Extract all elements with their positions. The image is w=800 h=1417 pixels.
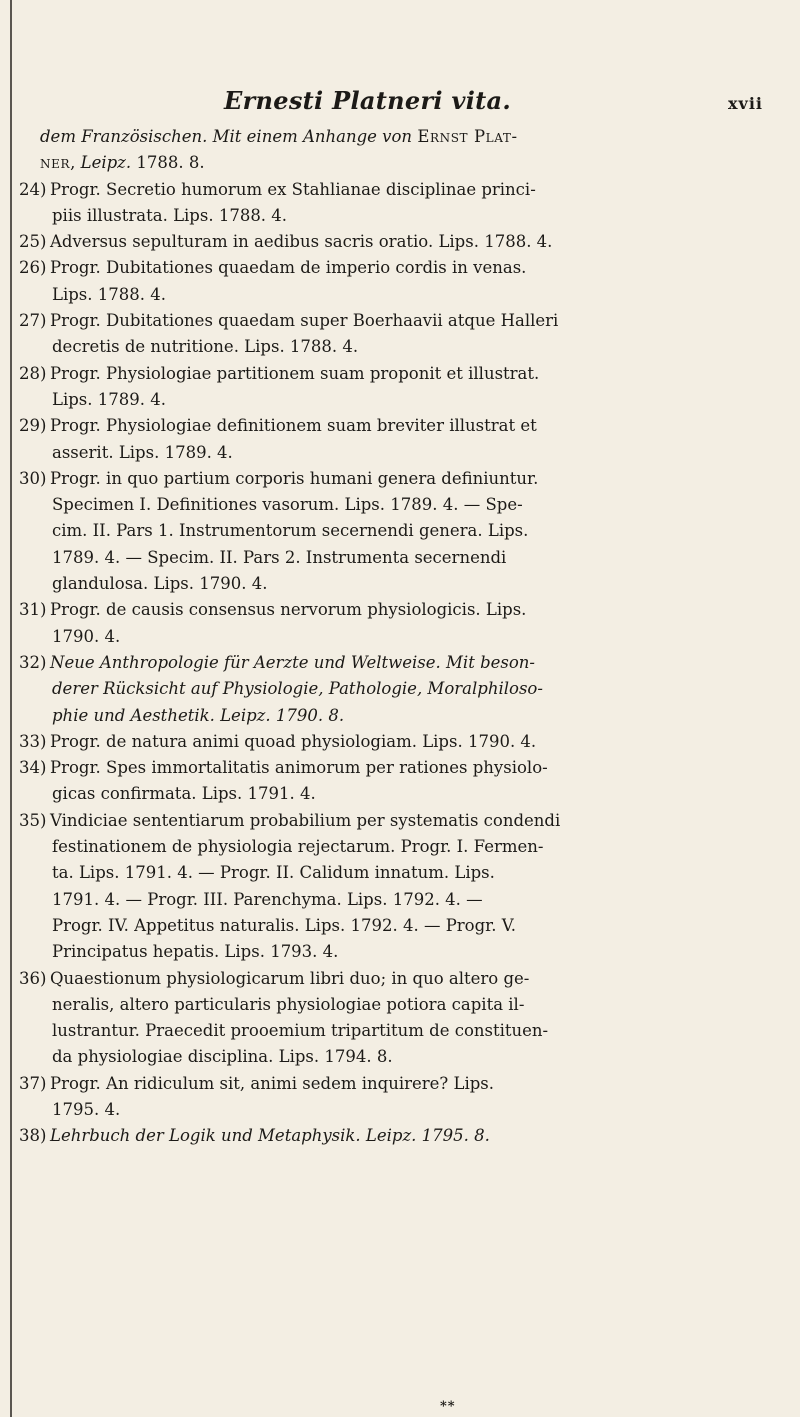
entry-number: 38) (19, 1126, 47, 1146)
entry-line: glandulosa. Lips. 1790. 4. (52, 574, 268, 594)
entry-line: da physiologiae disciplina. Lips. 1794. 8. (52, 1047, 393, 1067)
numbered-entries (0, 177, 800, 1150)
entry-line: Progr. de natura animi quoad physiologiam. Lips. 1790. 4. (50, 731, 537, 751)
entry-line: 1790. 4. (52, 626, 121, 646)
entry-line: Progr. in quo partium corporis humani genera definiuntur. (50, 468, 539, 488)
bibliography-entry (0, 966, 800, 1071)
entry-line: Vindiciae sententiarum probabilium per systematis condendi (50, 810, 561, 830)
entry-number: 32) (19, 652, 47, 672)
entry-line: Quaestionum physiologicarum libri duo; in quo altero ge- (50, 968, 530, 988)
entry-line: Lehrbuch der Logik und Metaphysik. Leipz. 1795. 8. (50, 1126, 490, 1146)
entry-line: 1789. 4. — Specim. II. Pars 2. Instrumenta secernendi (52, 547, 507, 567)
entry-number: 33) (19, 731, 47, 751)
entry-line: asserit. Lips. 1789. 4. (52, 442, 233, 462)
entry-line: 1795. 4. (52, 1099, 121, 1119)
signature-mark: ** (440, 1399, 456, 1414)
entry-number: 31) (19, 600, 47, 620)
page-number: xvii (728, 94, 763, 113)
entry-number: 28) (19, 363, 47, 383)
continued-entry-line: ner, Leipz. 1788. 8. (40, 153, 205, 173)
entry-number: 36) (19, 968, 47, 988)
entry-number: 34) (19, 758, 47, 778)
entry-line: ta. Lips. 1791. 4. — Progr. II. Calidum innatum. Lips. (52, 863, 495, 883)
bibliography-entry (0, 255, 800, 308)
bibliography-entry (0, 755, 800, 808)
entry-line: decretis de nutritione. Lips. 1788. 4. (52, 337, 359, 357)
continued-entry (0, 124, 800, 177)
running-title: Ernesti Platneri vita. (224, 86, 512, 115)
entry-number: 27) (19, 311, 47, 331)
bibliography-entry (0, 597, 800, 650)
bibliography-entry (0, 1071, 800, 1124)
continued-entry-line: dem Französischen. Mit einem Anhange von Ernst Plat- (40, 127, 518, 146)
entry-line: Lips. 1789. 4. (52, 389, 166, 409)
entry-line: Progr. Physiologiae definitionem suam breviter illustrat et (50, 416, 537, 436)
entry-line: Progr. Dubitationes quaedam super Boerhaavii atque Halleri (50, 311, 559, 331)
entry-line: Progr. Spes immortalitatis animorum per rationes physiolo- (50, 758, 548, 778)
bibliography-entry (0, 1123, 800, 1149)
entry-line: piis illustrata. Lips. 1788. 4. (52, 205, 288, 225)
entry-line: Specimen I. Definitiones vasorum. Lips. 1789. 4. — Spe- (52, 495, 523, 515)
bibliography-list (0, 124, 800, 1150)
entry-number: 25) (19, 232, 47, 252)
entry-line: gicas confirmata. Lips. 1791. 4. (52, 784, 316, 804)
entry-line: Principatus hepatis. Lips. 1793. 4. (52, 942, 339, 962)
entry-line: Progr. Secretio humorum ex Stahlianae disciplinae princi- (50, 179, 536, 199)
entry-number: 30) (19, 468, 47, 488)
bibliography-entry (0, 650, 800, 729)
bibliography-entry (0, 466, 800, 597)
entry-line: Progr. An ridiculum sit, animi sedem inquirere? Lips. (50, 1073, 495, 1093)
entry-line: Lips. 1788. 4. (52, 284, 166, 304)
bibliography-entry (0, 308, 800, 361)
entry-line: Adversus sepulturam in aedibus sacris oratio. Lips. 1788. 4. (50, 232, 553, 252)
entry-line: Progr. de causis consensus nervorum physiologicis. Lips. (50, 600, 527, 620)
bibliography-entry (0, 413, 800, 466)
entry-line: lustrantur. Praecedit prooemium tripartitum de constituen- (52, 1021, 549, 1041)
entry-line: Progr. Physiologiae partitionem suam proponit et illustrat. (50, 363, 540, 383)
entry-line: festinationem de physiologia rejectarum. Progr. I. Fermen- (52, 837, 544, 857)
entry-line: cim. II. Pars 1. Instrumentorum secernendi genera. Lips. (52, 521, 529, 541)
entry-line: Neue Anthropologie für Aerzte und Weltweise. Mit beson- (50, 652, 535, 672)
entry-line: neralis, altero particularis physiologiae potiora capita il- (52, 994, 525, 1014)
entry-number: 35) (19, 810, 47, 830)
entry-line: 1791. 4. — Progr. III. Parenchyma. Lips. 1792. 4. — (52, 889, 483, 909)
bibliography-entry (0, 729, 800, 755)
entry-line: Progr. Dubitationes quaedam de imperio cordis in venas. (50, 258, 527, 278)
bibliography-entry (0, 361, 800, 414)
entry-line: phie und Aesthetik. Leipz. 1790. 8. (52, 705, 345, 725)
entry-number: 29) (19, 416, 47, 436)
entry-number: 24) (19, 179, 47, 199)
entry-number: 26) (19, 258, 47, 278)
entry-line: Progr. IV. Appetitus naturalis. Lips. 1792. 4. — Progr. V. (52, 915, 517, 935)
entry-line: derer Rücksicht auf Physiologie, Pathologie, Moralphiloso- (52, 679, 543, 699)
bibliography-entry (0, 808, 800, 966)
entry-number: 37) (19, 1073, 47, 1093)
bibliography-entry (0, 177, 800, 230)
bibliography-entry (0, 229, 800, 255)
page-header (0, 86, 800, 122)
